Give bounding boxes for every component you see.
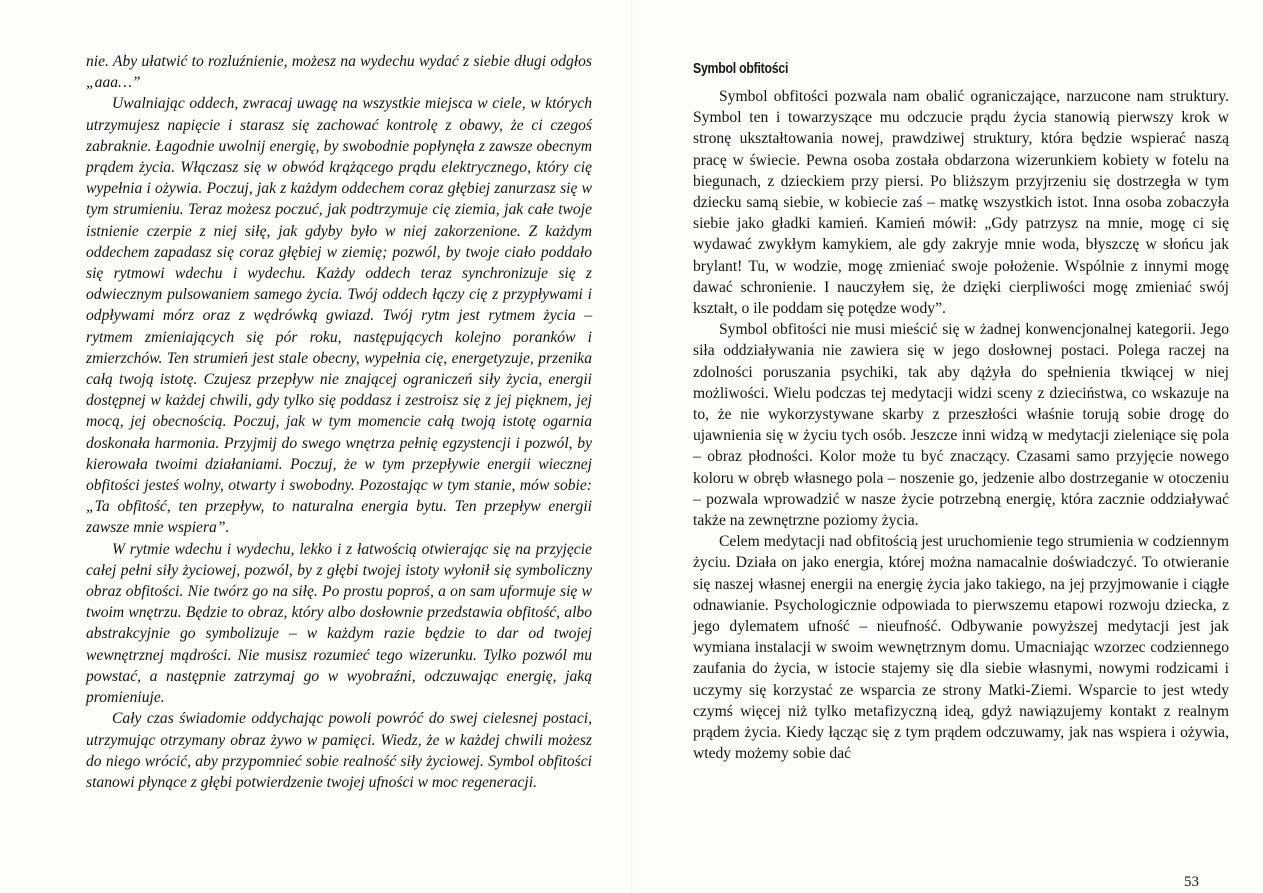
right-page-text [693,58,1229,765]
left-page [0,0,631,893]
right-paragraph-2: Symbol obfitości nie musi mieścić się w żadnej konwencjonalnej kategorii. Jego siła oddziaływania nie zawiera się w jego dosłownej postaci. Polega raczej na zdolności poruszania psychiki, tak aby dążyła do spełnienia tkwiącej w niej możliwości. Wielu podczas tej medytacji widzi sceny z dzieciństwa, co wskazuje na to, że nie wykorzystywane skarby z przeszłości właśnie torują sobie drogę do ujawnienia się w życiu tych osób. Jeszcze inni widzą w medytacji zieleniące się pola – obraz płodności. Kolor może tu być znaczący. Czasami samo przyjęcie nowego koloru w obręb własnego pola – noszenie go, jedzenie albo dostrzeganie w otoczeniu – pozwala wprowadzić w nasze życie potrzebną energię, która zacznie oddziaływać także na zewnętrzne poziomy życia. [693,321,1229,530]
left-paragraph-4: Cały czas świadomie oddychając powoli powróć do swej cielesnej postaci, utrzymując otrzymany obraz żywo w pamięci. Wiedz, że w każdej chwili możesz do niego wrócić, aby przypomnieć sobie realność siły życiowej. Symbol obfitości stanowi płynące z głębi potwierdzenie twojej ufności w moc regeneracji. [86,710,592,791]
right-paragraph-3: Celem medytacji nad obfitością jest uruchomienie tego strumienia w codziennym życiu. Działa on jako energia, której można namacalnie doświadczyć. To otwieranie się naszej własnej energii na energię życia jako takiego, na jej przyjmowanie i ciągłe odnawianie. Psychologicznie odpowiada to pierwszemu etapowi rozwoju dziecka, z jego dylematem ufność – nieufność. Odbywanie powyższej medytacji jest jak wymiana instalacji w swoim wewnętrznym domu. Umacniając wzorzec codziennego zaufania do życia, w istocie stajemy się dla siebie własnymi, nowymi rodzicami i uczymy się korzystać ze wsparcia ze strony Matki-Ziemi. Wsparcie to jest wtedy czymś więcej niż tylko metafizyczną ideą, gdyż nawiązujemy kontakt z realnym prądem życia. Kiedy łącząc się z tym prądem odczuwamy, jak nas wspiera i ożywia, wtedy możemy sobie dać [693,533,1229,763]
left-paragraph-1: nie. Aby ułatwić to rozluźnienie, możesz na wydechu wydać z siebie długi odgłos „aaa…” [86,53,592,92]
left-paragraph-2: Uwalniając oddech, zwracaj uwagę na wszystkie miejsca w ciele, w których utrzymujesz napięcie i starasz się zachować kontrolę z obawy, że ci czegoś zabraknie. Łagodnie uwolnij energię, by swobodnie popłynęła z zawsze obecnym prądem życia. Włączasz się w obwód krążącego prądu elektrycznego, który cię wypełnia i ożywia. Poczuj, jak z każdym oddechem coraz głębiej zanurzasz się w tym strumieniu. Teraz możesz poczuć, jak podtrzymuje cię ziemia, jak całe twoje istnienie czerpie z niej siłę, jak gdyby było w niej zakorzenione. Z każdym oddechem zapadasz się coraz głębiej w ziemię; pozwól, by twoje ciało poddało się rytmowi wdechu i wydechu. Każdy oddech teraz synchronizuje się z odwiecznym pulsowaniem samego życia. Twój oddech łączy cię z przypływami i odpływami mórz oraz z wędrówką gwiazd. Twój rytm jest rytmem życia – rytmem zmieniających się pór roku, następujących kolejno poranków i zmierzchów. Ten strumień jest stale obecny, wypełnia cię, energetyzuje, przenika całą twoją istotę. Czujesz przepływ nie znającej ograniczeń siły życia, energii dostępnej w każdej chwili, gdy tylko się poddasz i zestroisz się z jej pięknem, jej mocą, jej obecnością. Poczuj, jak w tym momencie całą twoją istotę ogarnia doskonała harmonia. Przyjmij do swego wnętrza pełnię egzystencji i pozwól, by kierowała twoimi działaniami. Poczuj, że w tym przepływie energii wiecznej obfitości jesteś wolny, otwarty i swobodny. Pozostając w tym stanie, mów sobie: „Ta obfitość, ten przepływ, to naturalna energia bytu. Ten przepływ energii zawsze mnie wspiera”. [86,95,592,537]
right-page [633,0,1263,893]
left-paragraph-3: W rytmie wdechu i wydechu, lekko i z łatwością otwierając się na przyjęcie całej pełni siły życiowej, pozwól, by z głębi twojej istoty wyłonił się symboliczny obraz obfitości. Nie twórz go na siłę. Po prostu poproś, a on sam uformuje się w twoim wnętrzu. Będzie to obraz, który albo dosłownie przedstawia obfitość, albo abstrakcyjnie go symbolizuje – w każdym razie będzie to dar od twojej wewnętrznej mądrości. Nie musisz rozumieć tego wizerunku. Tylko pozwól mu powstać, a następnie zatrzymaj go w wyobraźni, odczuwając energię, jaką promieniuje. [86,540,592,707]
right-paragraph-1: Symbol obfitości pozwala nam obalić ograniczające, narzucone nam struktury. Symbol ten i towarzyszące mu odczucie prądu życia stanowią pierwszy krok w stronę ukształtowania nowej, prawdziwej struktury, która będzie wspierać naszą pracę w świecie. Pewna osoba została obdarzona wizerunkiem kobiety w fotelu na biegunach, z dzieckiem przy piersi. Po bliższym przyjrzeniu się dostrzegła w tym dziecku samą siebie, w kobiecie zaś – matkę wszystkich istot. Inna osoba zobaczyła siebie jako gładki kamień. Kamień mówił: „Gdy patrzysz na mnie, mogę ci się wydawać zwykłym kamykiem, ale gdy zakryje mnie woda, błyszczę w słońcu jak brylant! Tu, w wodzie, mogę zmieniać swoje położenie. Wspólnie z innymi mogę dawać schronienie. I nauczyłem się, że dzięki cierpliwości mogę zmieniać swój kształt, o ile poddam się potędze wody”. [693,88,1229,318]
section-heading: Symbol obfitości [693,60,789,77]
page-number: 53 [1184,874,1199,890]
left-page-text [86,51,592,793]
